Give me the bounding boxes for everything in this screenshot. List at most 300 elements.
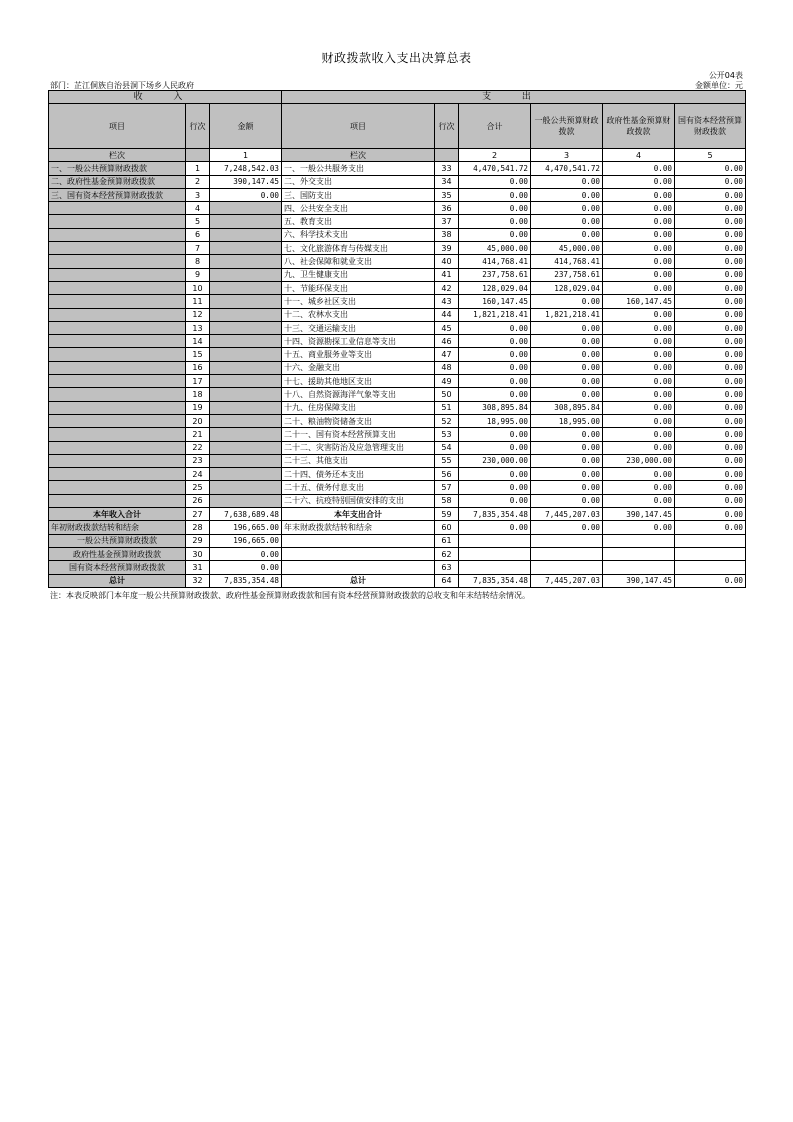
form-number: 公开04表 (708, 71, 743, 80)
col-index-blank (186, 149, 210, 162)
income-line-no: 26 (186, 494, 210, 507)
expense-state: 0.00 (675, 348, 746, 361)
expense-total: 0.00 (459, 321, 531, 334)
income-item (49, 388, 186, 401)
income-line-no: 2 (186, 175, 210, 188)
expense-state: 0.00 (675, 441, 746, 454)
expense-item: 十三、交通运输支出 (282, 321, 435, 334)
income-line-no: 10 (186, 281, 210, 294)
income-item: 年初财政拨款结转和结余 (49, 521, 186, 534)
expense-line-no: 58 (435, 494, 459, 507)
income-item (49, 454, 186, 467)
expense-item: 二十四、债务还本支出 (282, 468, 435, 481)
income-item (49, 401, 186, 414)
expense-general: 1,821,218.41 (531, 308, 603, 321)
income-item (49, 361, 186, 374)
expense-total: 0.00 (459, 521, 531, 534)
expense-fund: 0.00 (603, 321, 675, 334)
header-income-amount: 金额 (210, 104, 282, 149)
expense-line-no: 57 (435, 481, 459, 494)
expense-state: 0.00 (675, 202, 746, 215)
expense-total: 7,835,354.48 (459, 508, 531, 521)
expense-general: 308,895.84 (531, 401, 603, 414)
col-index-2: 2 (459, 149, 531, 162)
expense-item: 四、公共安全支出 (282, 202, 435, 215)
expense-fund: 160,147.45 (603, 295, 675, 308)
expense-fund: 0.00 (603, 481, 675, 494)
expense-line-no: 47 (435, 348, 459, 361)
expense-line-no: 38 (435, 228, 459, 241)
header-expense-line: 行次 (435, 104, 459, 149)
header-fund-budget: 政府性基金预算财政拨款 (603, 104, 675, 149)
expense-total: 0.00 (459, 441, 531, 454)
expense-total (459, 534, 531, 547)
expense-total (459, 547, 531, 560)
expense-general: 414,768.41 (531, 255, 603, 268)
expense-line-no: 51 (435, 401, 459, 414)
expense-line-no: 34 (435, 175, 459, 188)
expense-total: 308,895.84 (459, 401, 531, 414)
expense-fund: 0.00 (603, 228, 675, 241)
expense-general: 128,029.04 (531, 281, 603, 294)
expense-total: 0.00 (459, 468, 531, 481)
expense-item: 五、教育支出 (282, 215, 435, 228)
expense-state: 0.00 (675, 388, 746, 401)
income-item (49, 268, 186, 281)
expense-item: 八、社会保障和就业支出 (282, 255, 435, 268)
expense-total: 0.00 (459, 215, 531, 228)
expense-state (675, 547, 746, 560)
expense-fund: 0.00 (603, 308, 675, 321)
expense-line-no: 54 (435, 441, 459, 454)
income-item: 政府性基金预算财政拨款 (49, 547, 186, 560)
expense-item: 二十一、国有资本经营预算支出 (282, 428, 435, 441)
expense-state: 0.00 (675, 242, 746, 255)
carryover-row (49, 534, 746, 547)
income-line-no: 11 (186, 295, 210, 308)
expense-line-no: 59 (435, 508, 459, 521)
income-item (49, 348, 186, 361)
income-amount (210, 268, 282, 281)
expense-general: 0.00 (531, 215, 603, 228)
income-item (49, 414, 186, 427)
expense-state: 0.00 (675, 308, 746, 321)
income-amount: 0.00 (210, 561, 282, 574)
expense-state: 0.00 (675, 162, 746, 175)
expense-general: 45,000.00 (531, 242, 603, 255)
income-item (49, 295, 186, 308)
expense-total: 0.00 (459, 388, 531, 401)
income-item (49, 375, 186, 388)
expense-fund: 0.00 (603, 215, 675, 228)
expense-line-no: 40 (435, 255, 459, 268)
expense-total: 18,995.00 (459, 414, 531, 427)
expense-fund: 390,147.45 (603, 574, 675, 587)
table-row (49, 188, 746, 201)
income-item: 一般公共预算财政拨款 (49, 534, 186, 547)
header-total: 合计 (459, 104, 531, 149)
expense-line-no: 63 (435, 561, 459, 574)
expense-total: 7,835,354.48 (459, 574, 531, 587)
income-amount (210, 494, 282, 507)
expense-item (282, 547, 435, 560)
income-line-no: 30 (186, 547, 210, 560)
carryover-row (49, 521, 746, 534)
expense-state (675, 561, 746, 574)
expense-state: 0.00 (675, 335, 746, 348)
table-row (49, 361, 746, 374)
income-item: 二、政府性基金预算财政拨款 (49, 175, 186, 188)
income-amount (210, 401, 282, 414)
expense-item: 二十三、其他支出 (282, 454, 435, 467)
expense-item: 十五、商业服务业等支出 (282, 348, 435, 361)
income-item (49, 202, 186, 215)
col-index-3: 3 (531, 149, 603, 162)
income-amount (210, 441, 282, 454)
expense-item: 十九、住房保障支出 (282, 401, 435, 414)
expense-total: 0.00 (459, 202, 531, 215)
expense-line-no: 36 (435, 202, 459, 215)
income-item (49, 321, 186, 334)
expense-fund: 0.00 (603, 202, 675, 215)
expense-total: 4,470,541.72 (459, 162, 531, 175)
expense-state: 0.00 (675, 414, 746, 427)
expense-fund: 230,000.00 (603, 454, 675, 467)
income-item (49, 255, 186, 268)
income-amount: 390,147.45 (210, 175, 282, 188)
expense-total: 0.00 (459, 375, 531, 388)
expense-general: 0.00 (531, 521, 603, 534)
expense-general: 237,758.61 (531, 268, 603, 281)
table-row (49, 348, 746, 361)
expense-item: 十二、农林水支出 (282, 308, 435, 321)
expense-fund: 0.00 (603, 335, 675, 348)
expense-total: 0.00 (459, 428, 531, 441)
income-item: 一、一般公共预算财政拨款 (49, 162, 186, 175)
expense-fund: 0.00 (603, 521, 675, 534)
income-amount (210, 335, 282, 348)
income-amount (210, 428, 282, 441)
carryover-row (49, 547, 746, 560)
col-index-blank-2 (435, 149, 459, 162)
section-row (49, 91, 746, 104)
income-item: 三、国有资本经营预算财政拨款 (49, 188, 186, 201)
expense-state (675, 534, 746, 547)
income-amount (210, 255, 282, 268)
expense-fund: 0.00 (603, 348, 675, 361)
header-state-capital: 国有资本经营预算财政拨款 (675, 104, 746, 149)
expense-general: 0.00 (531, 361, 603, 374)
income-line-no: 7 (186, 242, 210, 255)
expense-line-no: 55 (435, 454, 459, 467)
expense-general: 18,995.00 (531, 414, 603, 427)
table-row (49, 428, 746, 441)
col-index-4: 4 (603, 149, 675, 162)
expense-state: 0.00 (675, 321, 746, 334)
income-line-no: 9 (186, 268, 210, 281)
income-amount (210, 321, 282, 334)
expense-general: 7,445,207.03 (531, 574, 603, 587)
expense-general: 0.00 (531, 494, 603, 507)
expense-general: 7,445,207.03 (531, 508, 603, 521)
income-item (49, 308, 186, 321)
expense-total: 0.00 (459, 188, 531, 201)
expense-general: 0.00 (531, 321, 603, 334)
expense-state: 0.00 (675, 428, 746, 441)
expense-state: 0.00 (675, 215, 746, 228)
expense-fund: 0.00 (603, 255, 675, 268)
income-amount: 7,248,542.03 (210, 162, 282, 175)
expense-item: 六、科学技术支出 (282, 228, 435, 241)
income-line-no: 31 (186, 561, 210, 574)
expense-total: 0.00 (459, 361, 531, 374)
expense-line-no: 60 (435, 521, 459, 534)
income-amount (210, 281, 282, 294)
table-row (49, 321, 746, 334)
income-item (49, 228, 186, 241)
table-row (49, 162, 746, 175)
col-index-label-2: 栏次 (282, 149, 435, 162)
table-row (49, 242, 746, 255)
footnote: 注：本表反映部门本年度一般公共预算财政拨款、政府性基金预算财政拨款和国有资本经营预算财政拨款的总收支和年末结转结余情况。 (50, 590, 530, 600)
income-item (49, 428, 186, 441)
report-meta (48, 70, 745, 90)
income-line-no: 1 (186, 162, 210, 175)
expense-item: 十六、金融支出 (282, 361, 435, 374)
table-row (49, 295, 746, 308)
table-row (49, 335, 746, 348)
income-line-no: 12 (186, 308, 210, 321)
income-amount (210, 215, 282, 228)
department-label: 部门：芷江侗族自治县洞下场乡人民政府 (50, 81, 194, 90)
income-amount: 7,638,689.48 (210, 508, 282, 521)
expense-fund: 0.00 (603, 281, 675, 294)
expense-state: 0.00 (675, 454, 746, 467)
income-line-no: 32 (186, 574, 210, 587)
income-line-no: 3 (186, 188, 210, 201)
header-expense-item: 项目 (282, 104, 435, 149)
expense-total: 0.00 (459, 494, 531, 507)
expense-line-no: 52 (435, 414, 459, 427)
expense-state: 0.00 (675, 295, 746, 308)
expense-general: 0.00 (531, 388, 603, 401)
expense-item: 三、国防支出 (282, 188, 435, 201)
expense-line-no: 42 (435, 281, 459, 294)
expense-state: 0.00 (675, 494, 746, 507)
expense-state: 0.00 (675, 401, 746, 414)
income-line-no: 17 (186, 375, 210, 388)
income-section-header: 收 入 (49, 91, 282, 104)
expense-total: 0.00 (459, 348, 531, 361)
expense-line-no: 64 (435, 574, 459, 587)
expense-general: 4,470,541.72 (531, 162, 603, 175)
income-amount (210, 361, 282, 374)
income-amount (210, 388, 282, 401)
report-sheet (48, 46, 745, 601)
expense-total: 414,768.41 (459, 255, 531, 268)
expense-total: 230,000.00 (459, 454, 531, 467)
table-row (49, 308, 746, 321)
expense-state: 0.00 (675, 508, 746, 521)
income-line-no: 16 (186, 361, 210, 374)
table-row (49, 494, 746, 507)
expense-item: 十四、资源勘探工业信息等支出 (282, 335, 435, 348)
expense-total: 0.00 (459, 335, 531, 348)
expense-item (282, 561, 435, 574)
expense-fund (603, 561, 675, 574)
col-index-label: 栏次 (49, 149, 186, 162)
expense-line-no: 53 (435, 428, 459, 441)
income-amount (210, 454, 282, 467)
expense-line-no: 43 (435, 295, 459, 308)
expense-general: 0.00 (531, 295, 603, 308)
expense-item: 本年支出合计 (282, 508, 435, 521)
expense-line-no: 49 (435, 375, 459, 388)
expense-state: 0.00 (675, 481, 746, 494)
income-item (49, 242, 186, 255)
expense-general: 0.00 (531, 335, 603, 348)
expense-state: 0.00 (675, 268, 746, 281)
table-row (49, 281, 746, 294)
expense-fund: 0.00 (603, 162, 675, 175)
income-line-no: 15 (186, 348, 210, 361)
expense-state: 0.00 (675, 375, 746, 388)
expense-general: 0.00 (531, 375, 603, 388)
income-line-no: 13 (186, 321, 210, 334)
expense-fund: 390,147.45 (603, 508, 675, 521)
expense-general: 0.00 (531, 188, 603, 201)
expense-line-no: 33 (435, 162, 459, 175)
expense-line-no: 41 (435, 268, 459, 281)
expense-fund (603, 534, 675, 547)
expense-general: 0.00 (531, 441, 603, 454)
column-header-row (49, 104, 746, 149)
expense-item: 十一、城乡社区支出 (282, 295, 435, 308)
expense-item: 十八、自然资源海洋气象等支出 (282, 388, 435, 401)
table-row (49, 215, 746, 228)
income-item: 总计 (49, 574, 186, 587)
income-line-no: 21 (186, 428, 210, 441)
expense-state: 0.00 (675, 361, 746, 374)
expense-general (531, 547, 603, 560)
header-income-line: 行次 (186, 104, 210, 149)
income-line-no: 28 (186, 521, 210, 534)
expense-total: 0.00 (459, 481, 531, 494)
table-row (49, 375, 746, 388)
income-line-no: 19 (186, 401, 210, 414)
carryover-row (49, 561, 746, 574)
expense-item: 二、外交支出 (282, 175, 435, 188)
table-row (49, 454, 746, 467)
income-amount (210, 481, 282, 494)
expense-fund: 0.00 (603, 375, 675, 388)
expense-fund: 0.00 (603, 242, 675, 255)
income-line-no: 20 (186, 414, 210, 427)
table-row (49, 228, 746, 241)
expense-fund: 0.00 (603, 414, 675, 427)
income-line-no: 14 (186, 335, 210, 348)
income-item (49, 281, 186, 294)
income-item (49, 335, 186, 348)
expense-general: 0.00 (531, 454, 603, 467)
income-line-no: 27 (186, 508, 210, 521)
expense-state: 0.00 (675, 281, 746, 294)
expense-state: 0.00 (675, 188, 746, 201)
income-line-no: 24 (186, 468, 210, 481)
budget-table (48, 90, 746, 588)
expense-item: 十七、援助其他地区支出 (282, 375, 435, 388)
expense-state: 0.00 (675, 175, 746, 188)
table-row (49, 468, 746, 481)
income-line-no: 29 (186, 534, 210, 547)
expense-state: 0.00 (675, 521, 746, 534)
expense-general: 0.00 (531, 348, 603, 361)
expense-item: 二十二、灾害防治及应急管理支出 (282, 441, 435, 454)
expense-item (282, 534, 435, 547)
expense-item: 十、节能环保支出 (282, 281, 435, 294)
col-index-5: 5 (675, 149, 746, 162)
income-amount (210, 242, 282, 255)
expense-total: 160,147.45 (459, 295, 531, 308)
income-line-no: 23 (186, 454, 210, 467)
income-amount: 196,665.00 (210, 521, 282, 534)
table-row (49, 481, 746, 494)
income-item (49, 494, 186, 507)
income-amount (210, 228, 282, 241)
income-line-no: 4 (186, 202, 210, 215)
expense-fund: 0.00 (603, 468, 675, 481)
header-general-budget: 一般公共预算财政拨款 (531, 104, 603, 149)
expense-line-no: 48 (435, 361, 459, 374)
table-row (49, 268, 746, 281)
table-row (49, 401, 746, 414)
expense-total: 128,029.04 (459, 281, 531, 294)
expense-general: 0.00 (531, 202, 603, 215)
expense-fund: 0.00 (603, 401, 675, 414)
expense-item: 二十六、抗疫特别国债安排的支出 (282, 494, 435, 507)
expense-line-no: 56 (435, 468, 459, 481)
expense-fund: 0.00 (603, 175, 675, 188)
expense-general: 0.00 (531, 228, 603, 241)
income-item (49, 215, 186, 228)
income-line-no: 5 (186, 215, 210, 228)
income-amount (210, 348, 282, 361)
expense-general: 0.00 (531, 468, 603, 481)
expense-general: 0.00 (531, 428, 603, 441)
income-line-no: 6 (186, 228, 210, 241)
income-item: 本年收入合计 (49, 508, 186, 521)
expense-item: 九、卫生健康支出 (282, 268, 435, 281)
expense-line-no: 46 (435, 335, 459, 348)
total-row (49, 508, 746, 521)
expense-total: 0.00 (459, 175, 531, 188)
income-amount (210, 295, 282, 308)
expense-total: 0.00 (459, 228, 531, 241)
expense-general (531, 534, 603, 547)
income-amount (210, 468, 282, 481)
expense-item: 年末财政拨款结转和结余 (282, 521, 435, 534)
income-item (49, 481, 186, 494)
expense-line-no: 50 (435, 388, 459, 401)
expense-general: 0.00 (531, 481, 603, 494)
income-item (49, 468, 186, 481)
expense-item: 一、一般公共服务支出 (282, 162, 435, 175)
column-index-row (49, 149, 746, 162)
grand-total-row (49, 574, 746, 587)
income-amount (210, 414, 282, 427)
table-row (49, 175, 746, 188)
expense-line-no: 37 (435, 215, 459, 228)
